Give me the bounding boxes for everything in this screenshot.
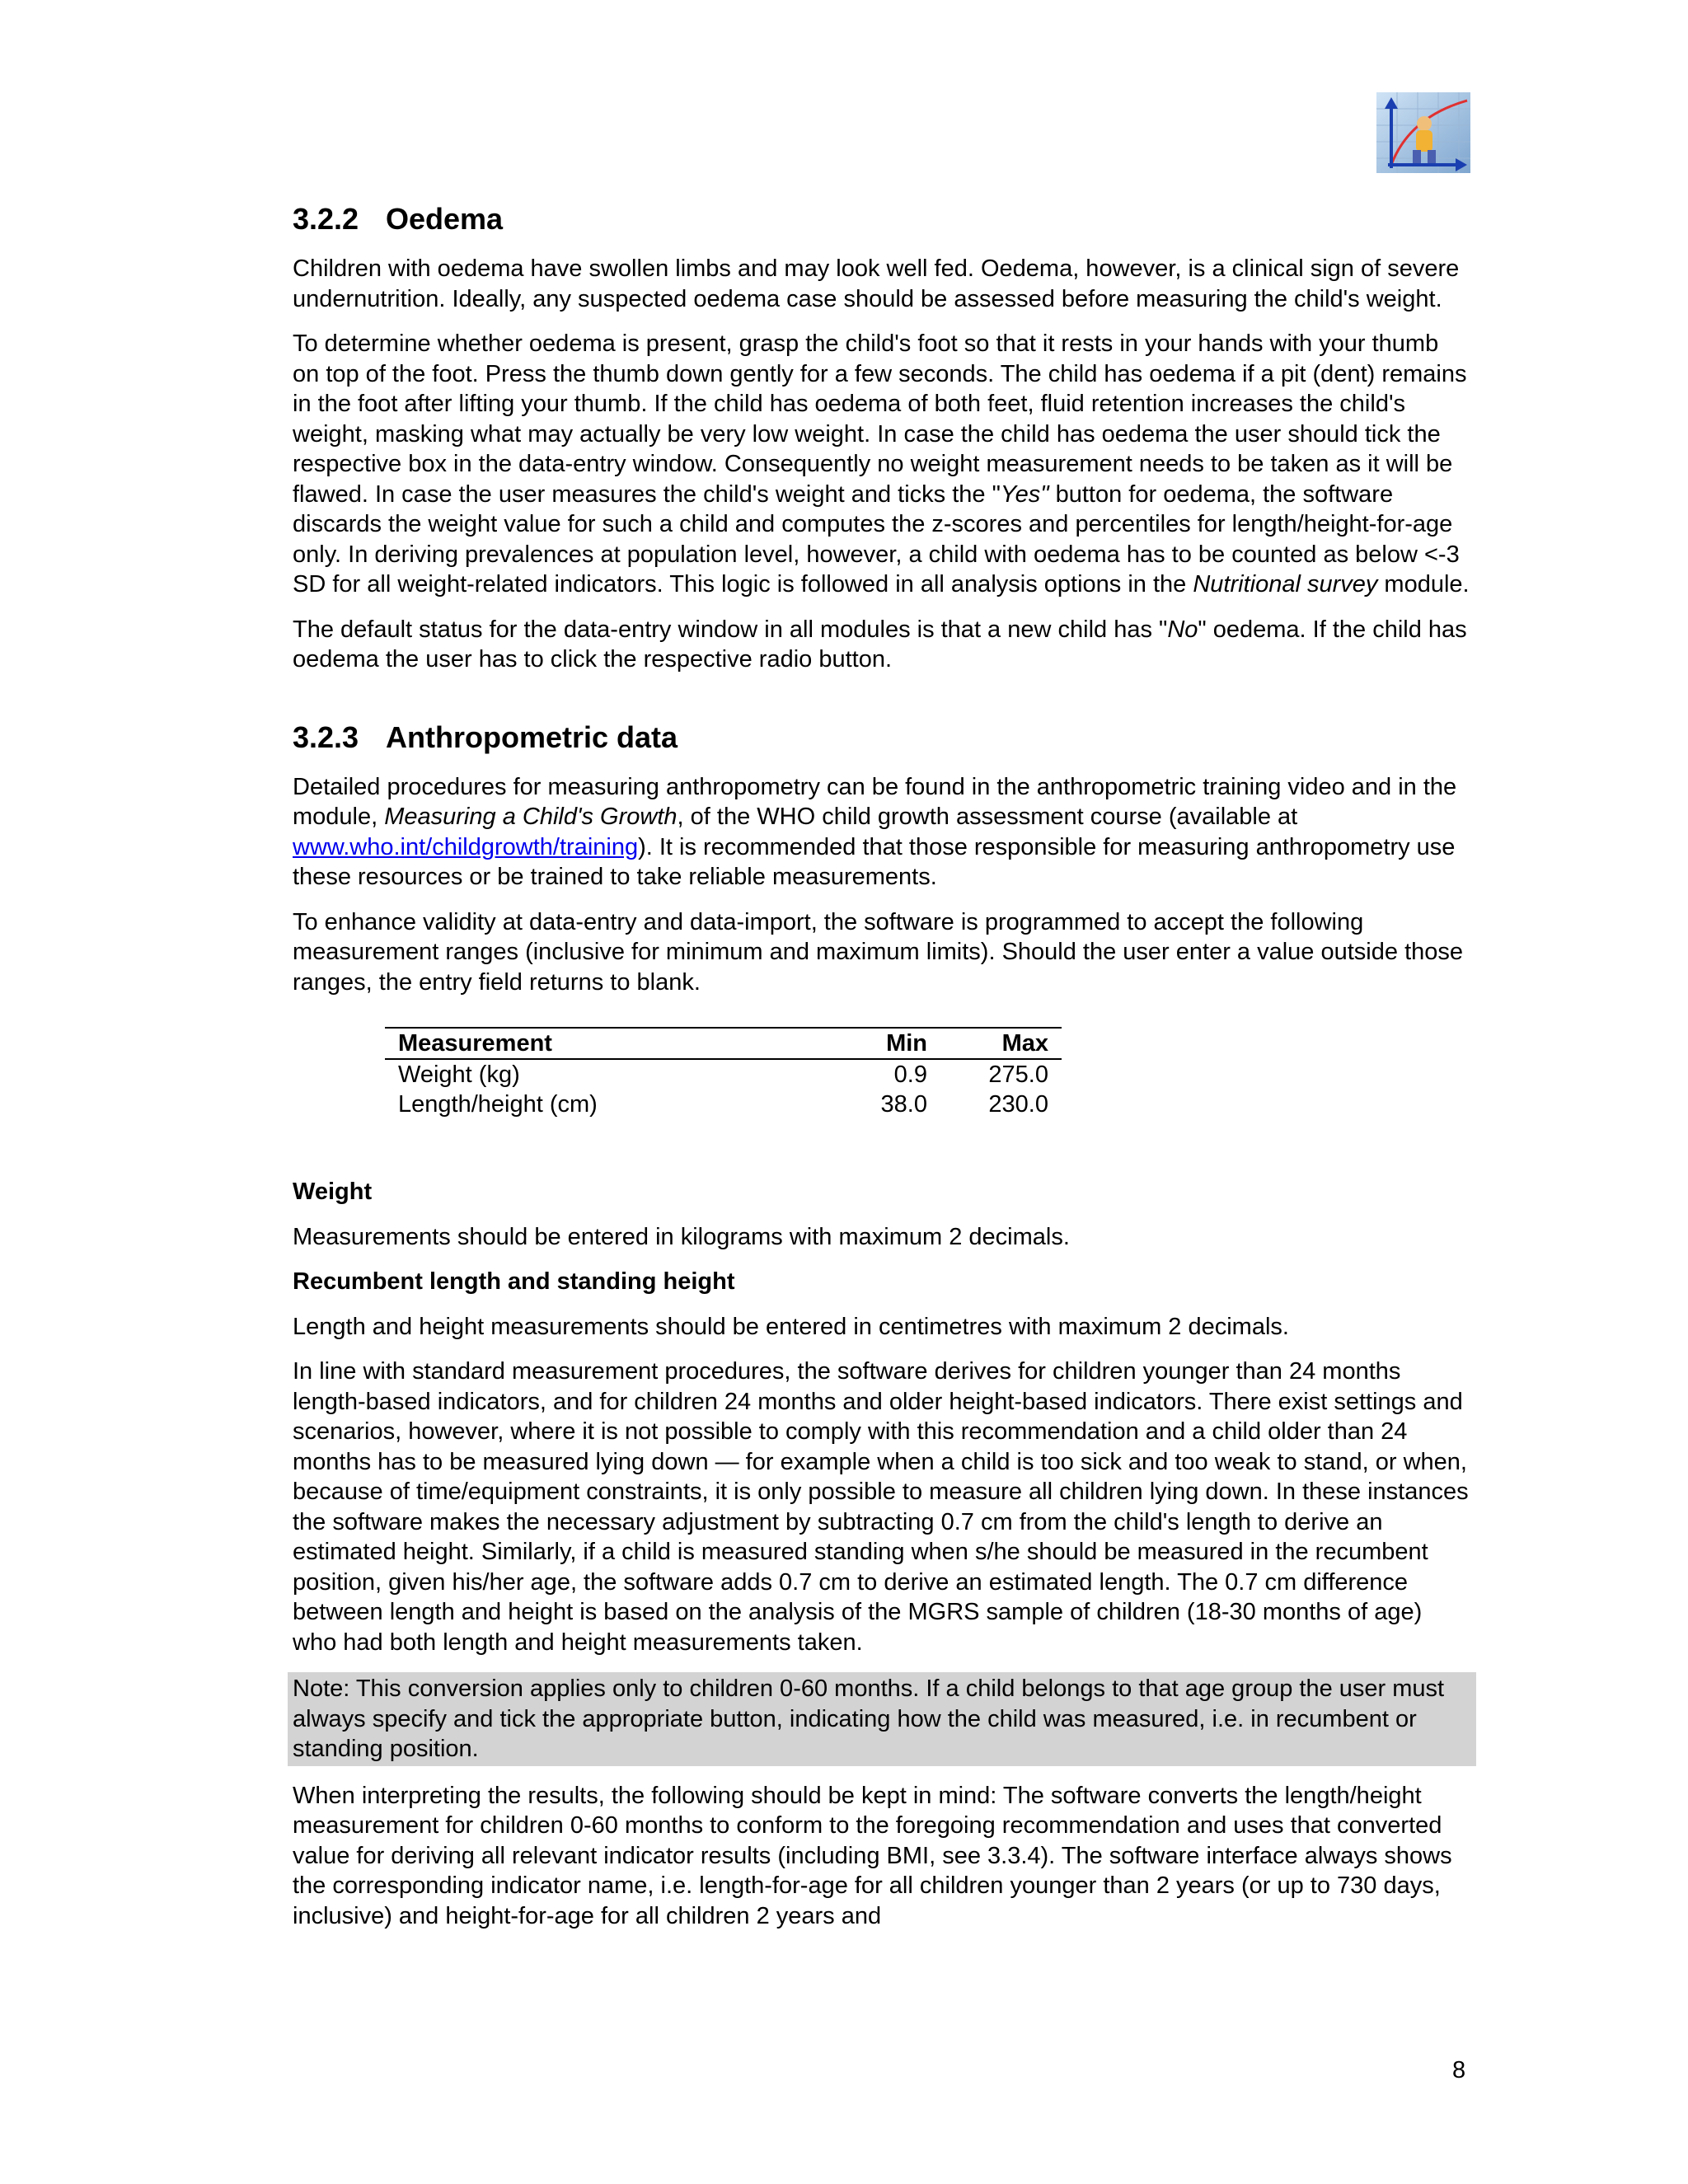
text-run: module.: [1377, 571, 1470, 598]
paragraph: [293, 615, 1471, 675]
emphasis-module-title: Measuring a Child's Growth: [384, 804, 678, 830]
paragraph: Children with oedema have swollen limbs and may look well fed. Oedema, however, is a clinical sign of severe undernutrition. Ideally, any suspected oedema case should be assessed before measuring the child's weight.: [293, 255, 1460, 312]
section-number: 3.2.3: [293, 719, 359, 754]
text-run: ). It is recommended that those responsible for measuring anthropometry use these resources or be trained to take reliable measurements.: [293, 833, 1456, 890]
text-run: button for oedema, the software discards the weight value for such a child and computes the z-scores and percentiles for length/height-for-age only. In deriving prevalences at population level, however, a child with oedema has to be counted as below <-3 SD for all weight-related indicators. This logic is followed in all analysis options in the: [293, 480, 1460, 598]
section-heading-anthropometric: [293, 719, 1471, 756]
emphasis-no: No: [1167, 616, 1198, 643]
emphasis-yes: Yes": [1000, 480, 1049, 508]
table-row: [385, 1059, 1062, 1090]
column-header: Measurement: [385, 1028, 840, 1059]
column-header: Max: [940, 1028, 1062, 1059]
paragraph: [293, 329, 1471, 600]
table-cell: 38.0: [880, 1091, 927, 1118]
text-run: To determine whether oedema is present, grasp the child's foot so that it rests in your hands with your thumb on top of the foot. Press the thumb down gently for a few seconds. The child has oedema if a pit (dent) remains in the foot after lifting your thumb. If the child has oedema of both feet, fluid retention increases the child's weight, masking what may actually be very low weight. In case the child has oedema the user should tick the respective box in the data-entry window. Consequently no weight measurement needs to be taken as it will be flawed. In case the user measures the child's weight and ticks the ": [293, 330, 1467, 508]
text-run: , of the WHO child growth assessment course (available at: [677, 804, 1298, 830]
table-cell: Weight (kg): [398, 1062, 520, 1088]
note-box: Note: This conversion applies only to children 0-60 months. If a child belongs to that age group the user must always specify and tick the appropriate button, indicating how the child was measured, i.e. in recumbent or standing position.: [288, 1672, 1476, 1766]
table-row: [385, 1090, 1062, 1119]
table-header-row: [385, 1028, 1062, 1059]
subheading-length-height: Recumbent length and standing height: [293, 1268, 735, 1295]
paragraph: Length and height measurements should be entered in centimetres with maximum 2 decimals.: [293, 1313, 1289, 1340]
section-number: 3.2.2: [293, 202, 359, 236]
text-run: " oedema. If the child has oedema the user has to click the respective radio button.: [293, 616, 1467, 673]
section-heading-oedema: [293, 201, 1471, 237]
section-title: Oedema: [386, 202, 504, 236]
table-cell: Length/height (cm): [398, 1091, 598, 1118]
column-header: Min: [840, 1028, 940, 1059]
growth-chart-logo-icon: [1376, 92, 1470, 173]
table-cell: 230.0: [988, 1091, 1048, 1118]
paragraph: Measurements should be entered in kilograms with maximum 2 decimals.: [293, 1223, 1070, 1250]
table-cell: 275.0: [988, 1062, 1048, 1088]
document-body: [293, 201, 1471, 1946]
text-run: Detailed procedures for measuring anthropometry can be found in the anthropometric training video and in the module,: [293, 773, 1457, 830]
page-number: 8: [1452, 2057, 1466, 2083]
text-run: The default status for the data-entry window in all modules is that a new child has ": [293, 616, 1168, 643]
paragraph: In line with standard measurement procedures, the software derives for children younger than 24 months length-based indicators, and for children 24 months and older height-based indicators. There exist settings and scenarios, however, where it is not possible to comply with this recommendation and a child older than 24 months has to be measured lying down — for example when a child is too sick and too weak to stand, or when, because of time/equipment constraints, it is only possible to measure all children lying down. In these instances the software makes the necessary adjustment by subtracting 0.7 cm from the child's length to derive an estimated height. Similarly, if a child is measured standing when s/he should be measured in the recumbent position, given his/her age, the software adds 0.7 cm to derive an estimated length. The 0.7 cm difference between length and height is based on the analysis of the MGRS sample of children (18-30 months of age) who had both length and height measurements taken.: [293, 1358, 1469, 1656]
measurement-ranges-table: [385, 1027, 1062, 1119]
section-title: Anthropometric data: [386, 719, 678, 754]
paragraph: To enhance validity at data-entry and data-import, the software is programmed to accept the following measurement ranges (inclusive for minimum and maximum limits). Should the user enter a value outside those ranges, the entry field returns to blank.: [293, 908, 1464, 996]
training-link[interactable]: www.who.int/childgrowth/training: [293, 833, 639, 860]
subheading-weight: Weight: [293, 1179, 373, 1205]
paragraph: [293, 772, 1471, 893]
emphasis-module: Nutritional survey: [1193, 571, 1378, 598]
table-cell: 0.9: [893, 1062, 927, 1088]
paragraph: When interpreting the results, the following should be kept in mind: The software converts the length/height measurement for children 0-60 months to conform to the foregoing recommendation and uses that converted value for deriving all relevant indicator results (including BMI, see 3.3.4). The software interface always shows the corresponding indicator name, i.e. length-for-age for all children younger than 2 years (or up to 730 days, inclusive) and height-for-age for all children 2 years and: [293, 1782, 1452, 1929]
